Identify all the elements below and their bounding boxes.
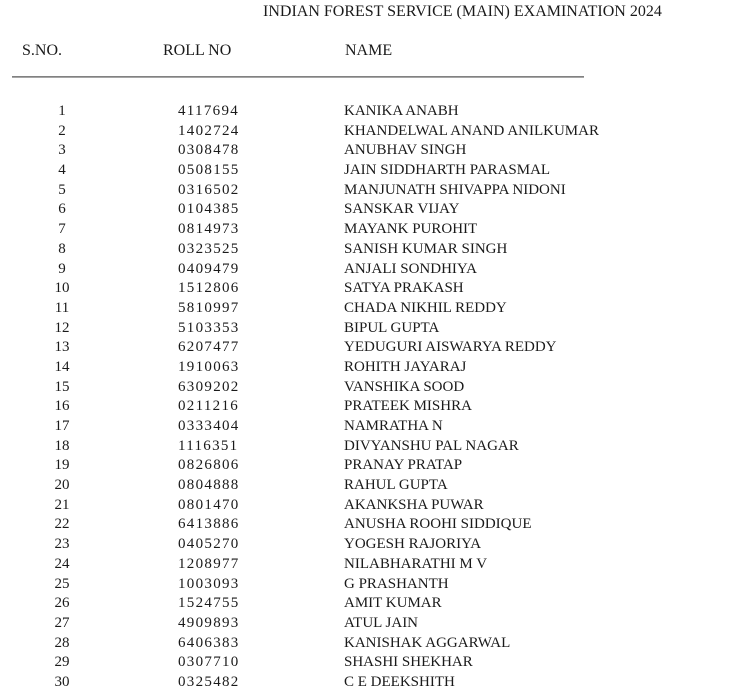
candidate-name: ROHITH JAYARAJ — [344, 358, 467, 375]
table-row — [0, 437, 739, 457]
serial-number: 27 — [54, 614, 70, 631]
roll-number: 0409479 — [178, 260, 240, 277]
table-row — [0, 141, 739, 161]
serial-number: 8 — [58, 240, 66, 257]
table-row — [0, 614, 739, 634]
candidate-name: KANIKA ANABH — [344, 103, 459, 119]
roll-number: 0814973 — [178, 221, 240, 238]
serial-number: 11 — [54, 299, 70, 316]
candidate-name: NAMRATHA N — [344, 418, 443, 434]
table-row — [0, 378, 739, 398]
results-list — [0, 102, 739, 692]
roll-number: 0804888 — [178, 477, 240, 494]
candidate-name: KHANDELWAL ANAND ANILKUMAR — [344, 122, 599, 139]
roll-number: 1003093 — [178, 575, 240, 592]
candidate-name: DIVYANSHU PAL NAGAR — [344, 437, 519, 454]
candidate-name: AMIT KUMAR — [344, 595, 442, 612]
roll-number: 0307710 — [178, 654, 240, 671]
table-row — [0, 496, 739, 516]
table-row — [0, 299, 739, 319]
roll-number: 1402724 — [178, 122, 240, 139]
table-row — [0, 476, 739, 496]
candidate-name: ANJALI SONDHIYA — [344, 260, 477, 277]
table-row — [0, 456, 739, 476]
page-title: INDIAN FOREST SERVICE (MAIN) EXAMINATION 2024 — [263, 3, 662, 20]
candidate-name: SATYA PRAKASH — [344, 280, 464, 297]
table-row — [0, 181, 739, 201]
table-row — [0, 515, 739, 535]
serial-number: 18 — [54, 437, 70, 454]
candidate-name: YEDUGURI AISWARYA REDDY — [344, 339, 557, 356]
candidate-name: ANUSHA ROOHI SIDDIQUE — [344, 516, 532, 533]
candidate-name: BIPUL GUPTA — [344, 319, 440, 336]
table-row — [0, 338, 739, 358]
serial-number: 3 — [58, 142, 66, 159]
table-row — [0, 220, 739, 240]
table-row — [0, 102, 739, 122]
roll-number: 0826806 — [178, 457, 240, 474]
roll-number: 1524755 — [178, 595, 240, 612]
table-row — [0, 397, 739, 417]
table-row — [0, 575, 739, 595]
serial-number: 7 — [58, 221, 66, 238]
roll-number: 1910063 — [178, 358, 240, 375]
serial-number: 12 — [54, 319, 70, 336]
table-row — [0, 200, 739, 220]
serial-number: 30 — [54, 673, 70, 690]
table-row — [0, 260, 739, 280]
table-row — [0, 161, 739, 181]
table-row — [0, 594, 739, 614]
candidate-name: NILABHARATHI M V — [344, 555, 488, 572]
candidate-name: G PRASHANTH — [344, 575, 449, 592]
table-row — [0, 122, 739, 142]
roll-number: 6207477 — [178, 339, 240, 356]
serial-number: 20 — [54, 477, 70, 494]
table-row — [0, 634, 739, 654]
serial-number: 6 — [58, 201, 66, 218]
roll-number: 4117694 — [178, 103, 240, 119]
roll-number: 6413886 — [178, 516, 240, 533]
serial-number: 24 — [54, 555, 70, 572]
serial-number: 15 — [54, 378, 70, 395]
table-row — [0, 555, 739, 575]
roll-number: 0325482 — [178, 673, 240, 690]
serial-number: 28 — [54, 634, 70, 651]
roll-number: 1208977 — [178, 555, 240, 572]
column-header-sno: S.NO. — [22, 42, 63, 59]
roll-number: 0104385 — [178, 201, 240, 218]
roll-number: 4909893 — [178, 614, 240, 631]
serial-number: 26 — [54, 595, 70, 612]
candidate-name: SANSKAR VIJAY — [344, 201, 460, 218]
serial-number: 16 — [54, 398, 70, 415]
header-divider-rule — [12, 76, 584, 78]
candidate-name: AKANKSHA PUWAR — [344, 496, 484, 513]
candidate-name: KANISHAK AGGARWAL — [344, 634, 511, 651]
serial-number: 29 — [54, 654, 70, 671]
table-row — [0, 279, 739, 299]
table-row — [0, 653, 739, 673]
table-row — [0, 417, 739, 437]
roll-number: 1116351 — [178, 437, 239, 454]
serial-number: 9 — [58, 260, 66, 277]
roll-number: 5103353 — [178, 319, 240, 336]
roll-number: 0333404 — [178, 418, 240, 434]
serial-number: 2 — [58, 122, 66, 139]
roll-number: 0308478 — [178, 142, 240, 159]
serial-number: 21 — [54, 496, 70, 513]
candidate-name: MANJUNATH SHIVAPPA NIDONI — [344, 181, 566, 198]
serial-number: 19 — [54, 457, 70, 474]
table-row — [0, 240, 739, 260]
candidate-name: YOGESH RAJORIYA — [344, 536, 482, 553]
column-header-roll-no: ROLL NO — [163, 42, 232, 59]
roll-number: 0316502 — [178, 181, 240, 198]
table-row — [0, 319, 739, 339]
roll-number: 0405270 — [178, 536, 240, 553]
serial-number: 17 — [54, 418, 70, 434]
serial-number: 22 — [54, 516, 70, 533]
roll-number: 6309202 — [178, 378, 240, 395]
roll-number: 0508155 — [178, 162, 240, 179]
candidate-name: RAHUL GUPTA — [344, 477, 448, 494]
candidate-name: C E DEEKSHITH — [344, 673, 455, 690]
roll-number: 1512806 — [178, 280, 240, 297]
roll-number: 6406383 — [178, 634, 240, 651]
roll-number: 5810997 — [178, 299, 240, 316]
candidate-name: ANUBHAV SINGH — [344, 142, 467, 159]
candidate-name: CHADA NIKHIL REDDY — [344, 299, 507, 316]
roll-number: 0801470 — [178, 496, 240, 513]
serial-number: 1 — [58, 103, 66, 119]
candidate-name: SANISH KUMAR SINGH — [344, 240, 508, 257]
serial-number: 23 — [54, 536, 70, 553]
roll-number: 0323525 — [178, 240, 240, 257]
candidate-name: MAYANK PUROHIT — [344, 221, 478, 238]
serial-number: 14 — [54, 358, 70, 375]
candidate-name: ATUL JAIN — [344, 614, 419, 631]
candidate-name: PRATEEK MISHRA — [344, 398, 472, 415]
candidate-name: SHASHI SHEKHAR — [344, 654, 473, 671]
serial-number: 25 — [54, 575, 70, 592]
table-row — [0, 673, 739, 692]
candidate-name: JAIN SIDDHARTH PARASMAL — [344, 162, 551, 179]
table-row — [0, 535, 739, 555]
candidate-name: PRANAY PRATAP — [344, 457, 463, 474]
serial-number: 10 — [54, 280, 70, 297]
roll-number: 0211216 — [178, 398, 240, 415]
column-header-name: NAME — [345, 42, 393, 59]
serial-number: 5 — [58, 181, 66, 198]
serial-number: 13 — [54, 339, 70, 356]
candidate-name: VANSHIKA SOOD — [344, 378, 465, 395]
table-row — [0, 358, 739, 378]
serial-number: 4 — [58, 162, 66, 179]
